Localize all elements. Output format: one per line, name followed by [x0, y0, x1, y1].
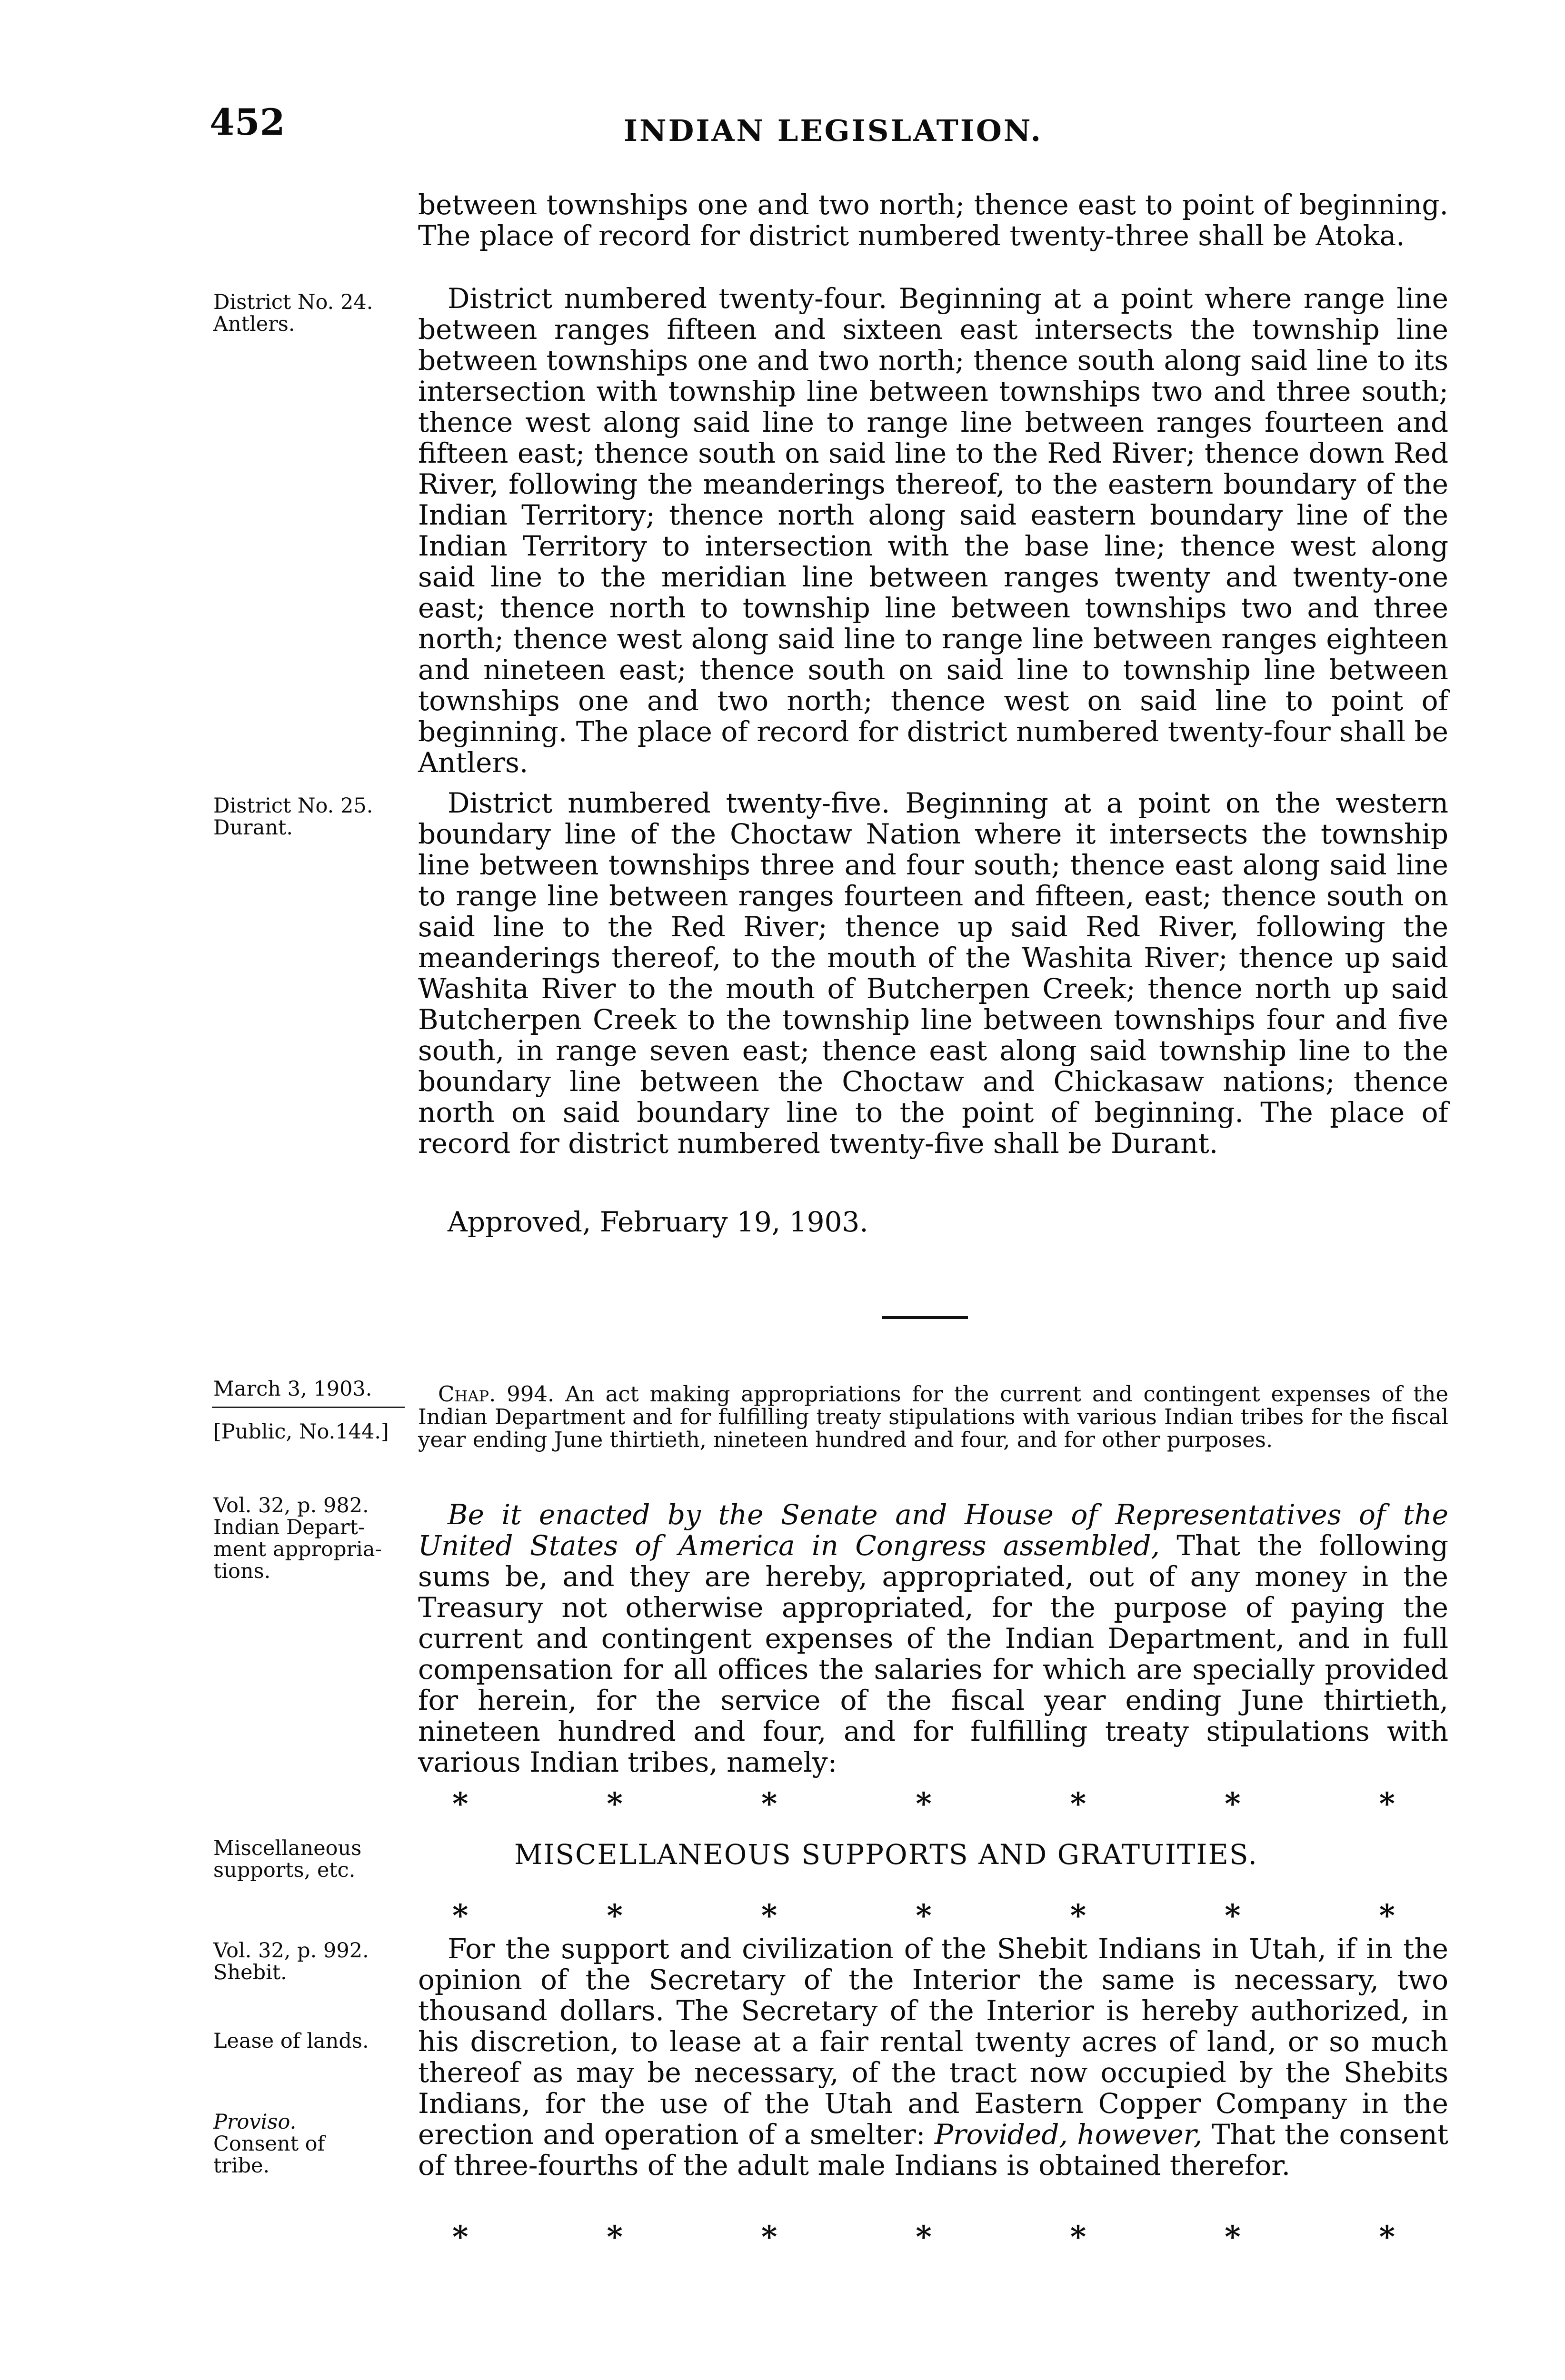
margin-consent-line1: Consent of: [213, 2132, 325, 2156]
margin-note-lease: [213, 2030, 406, 2052]
margin-note-misc: [213, 1837, 406, 1881]
shebit-text-end: That the consent of three-fourths of the adult male Indians is obtained therefor.: [418, 2118, 1449, 2182]
running-head: INDIAN LEGISLATION.: [624, 113, 1043, 148]
margin-note-public-no: [213, 1421, 406, 1443]
asterisk: *: [761, 2219, 778, 2255]
asterisk: *: [1225, 1898, 1241, 1934]
asterisk: *: [1225, 2219, 1241, 2255]
shebit-paragraph: [418, 1934, 1448, 2181]
margin-proviso: Proviso.: [213, 2110, 297, 2134]
asterisk: *: [607, 1898, 623, 1934]
enactment-paragraph: [418, 1499, 1448, 1778]
margin-divider-line: [212, 1407, 405, 1408]
asterisk: *: [761, 1786, 778, 1822]
margin-misc-line1: Miscellaneous: [213, 1836, 362, 1860]
district-25-paragraph: [418, 788, 1448, 1159]
margin-note-enactment: [213, 1495, 406, 1582]
margin-district-24-place: Antlers.: [213, 312, 295, 336]
shebit-text-main: For the support and civilization of the Shebit Indians in Utah, if in the opinion of the Secretary of the Interior the same is necessary, two thousand dollars. The Secretary of the Interior is hereby authorized, in his discretion, to lease at a fair rental twenty acres of land, or so much thereof as may be necessary, of the tract now occupied by the Shebits Indians, for the use of the Utah and Eastern Copper Company in the erection and operation of a smelter:: [418, 1933, 1448, 2151]
asterisk: *: [452, 1786, 469, 1822]
omission-asterisks: [452, 1786, 1395, 1822]
asterisk: *: [916, 1898, 932, 1934]
chapter-heading: [418, 1383, 1448, 1451]
asterisk: *: [916, 1786, 932, 1822]
margin-note-district-24: [213, 291, 406, 335]
enactment-text: That the following sums be, and they are hereby, appropriated, out of any money in the Treasury not otherwise appropriated, for the purpose of paying the current and contingent expenses of the Indian Department, and in full compensation for all offices the salaries for which are specially provided for herein, for the service of the fiscal year ending June thirtieth, nineteen hundred and four, and for fulfilling treaty stipulations with various Indian tribes, namely:: [418, 1529, 1449, 1778]
asterisk: *: [1225, 1786, 1241, 1822]
margin-misc-line2: supports, etc.: [213, 1858, 356, 1882]
section-heading: MISCELLANEOUS SUPPORTS AND GRATUITIES.: [514, 1838, 1258, 1871]
continuation-text: between townships one and two north; thence east to point of beginning. The place of record for district numbered twenty-three shall be Atoka.: [418, 188, 1448, 252]
margin-enactment-line2: Indian Depart-: [213, 1516, 365, 1539]
asterisk: *: [1070, 2219, 1087, 2255]
approved-line: Approved, February 19, 1903.: [448, 1206, 868, 1238]
district-24-paragraph: [418, 283, 1448, 778]
asterisk: *: [607, 2219, 623, 2255]
district-25-text: District numbered twenty-five. Beginning at a point on the western boundary line of the Choctaw Nation where it intersects the township line between townships three and four south; thence east along said line to range line between ranges fourteen and fifteen, east; thence south on said line to the Red River; thence up said Red River, following the meanderings thereof, to the mouth of the Washita River; thence up said Washita River to the mouth of Butcherpen Creek; thence north up said Butcherpen Creek to the township line between townships four and five south, in range seven east; thence east along said township line to the boundary line between the Choctaw and Chickasaw nations; thence north on said boundary line to the point of beginning. The place of record for district numbered twenty-five shall be Durant.: [418, 787, 1448, 1160]
margin-note-shebit: [213, 1940, 406, 1983]
omission-asterisks: [452, 1898, 1395, 1934]
margin-enactment-volume: Vol. 32, p. 982.: [213, 1494, 369, 1517]
chapter-public-number: [Public, No.144.]: [213, 1420, 389, 1444]
margin-consent-line2: tribe.: [213, 2154, 270, 2178]
asterisk: *: [916, 2219, 932, 2255]
asterisk: *: [1379, 2219, 1395, 2255]
asterisk: *: [761, 1898, 778, 1934]
asterisk: *: [1070, 1898, 1087, 1934]
margin-note-chapter-date: [213, 1378, 406, 1400]
asterisk: *: [452, 2219, 469, 2255]
continuation-paragraph: [418, 189, 1448, 251]
margin-district-25-number: District No. 25.: [213, 794, 373, 818]
margin-enactment-line4: tions.: [213, 1559, 271, 1583]
margin-enactment-line3: ment appropria-: [213, 1537, 382, 1561]
district-24-text: District numbered twenty-four. Beginning at a point where range line between ranges fifteen and sixteen east intersects the township line between townships one and two north; thence south along said line to its intersection with township line between townships two and three south; thence west along said line to range line between ranges fourteen and fifteen east; thence south on said line to the Red River; thence down Red River, following the meanderings thereof, to the eastern boundary of the Indian Territory; thence north along said eastern boundary line of the Indian Territory to intersection with the base line; thence west along said line to the meridian line between ranges twenty and twenty-one east; thence north to township line between townships two and three north; thence west along said line to range line between ranges eighteen and nineteen east; thence south on said line to township line between townships one and two north; thence west on said line to point of beginning. The place of record for district numbered twenty-four shall be Antlers.: [418, 282, 1448, 779]
page-number: 452: [209, 101, 285, 143]
margin-note-proviso: [213, 2111, 406, 2177]
asterisk: *: [1379, 1786, 1395, 1822]
enactment-clause: Be it enacted by the Senate and House of Representatives of the United States of America in Congress assembled,: [418, 1498, 1448, 1562]
chapter-label: Chap. 994.: [438, 1381, 555, 1407]
asterisk: *: [607, 1786, 623, 1822]
chapter-date: March 3, 1903.: [213, 1377, 372, 1401]
margin-shebit-volume: Vol. 32, p. 992.: [213, 1939, 369, 1963]
margin-shebit-name: Shebit.: [213, 1961, 287, 1984]
margin-lease-of-lands: Lease of lands.: [213, 2029, 369, 2053]
margin-note-district-25: [213, 795, 406, 839]
section-divider: [882, 1316, 968, 1319]
margin-district-24-number: District No. 24.: [213, 290, 373, 314]
margin-district-25-place: Durant.: [213, 816, 293, 840]
omission-asterisks: [452, 2219, 1395, 2255]
chapter-title: An act making appropriations for the current and contingent expenses of the Indian Department and for fulfilling treaty stipulations with various Indian tribes for the fiscal year ending June thirtieth, nineteen hundred and four, and for other purposes.: [418, 1381, 1448, 1452]
asterisk: *: [1379, 1898, 1395, 1934]
asterisk: *: [1070, 1786, 1087, 1822]
shebit-provided: Provided, however,: [934, 2118, 1203, 2151]
asterisk: *: [452, 1898, 469, 1934]
